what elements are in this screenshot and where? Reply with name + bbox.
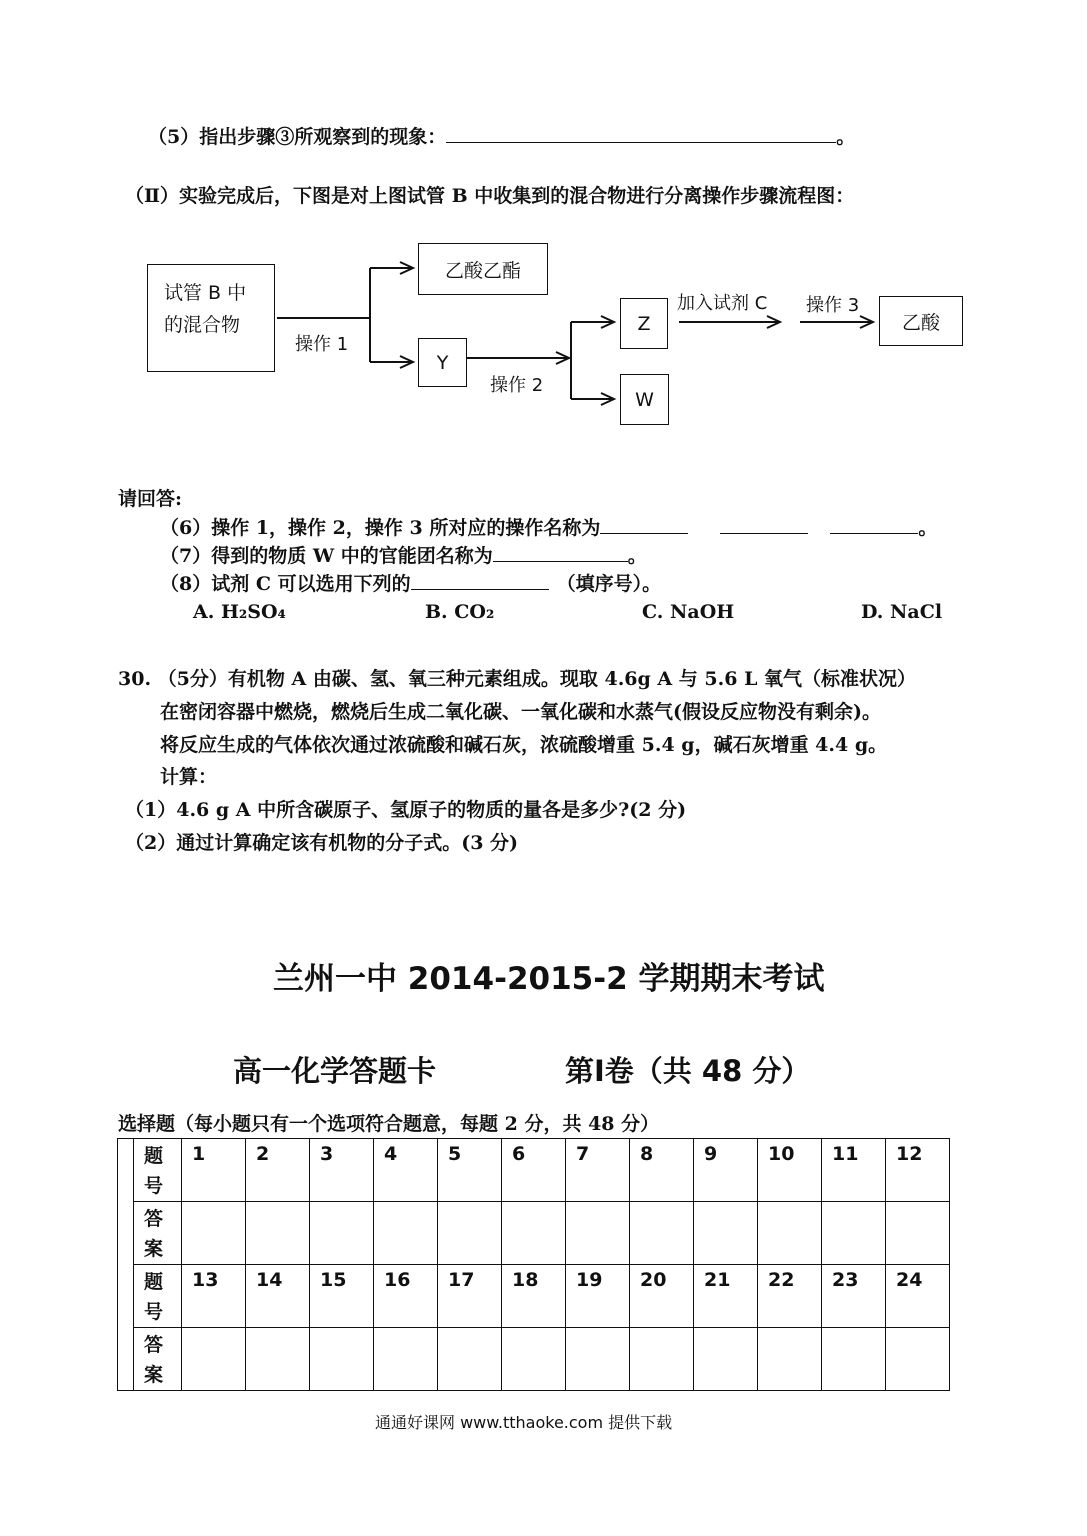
question-number: 11 [822, 1139, 886, 1202]
question-30-sub1: （1）4.6 g A 中所含碳原子、氢原子的物质的量各是多少?(2 分) [125, 799, 687, 821]
answer-grid [117, 1138, 950, 1391]
row-header-number: 题 号 [134, 1265, 182, 1328]
question-number: 7 [566, 1139, 630, 1202]
y-label: Y [436, 351, 449, 374]
operation-1-label: 操作 1 [295, 334, 349, 355]
question-8 [160, 569, 661, 596]
question-number: 5 [438, 1139, 502, 1202]
answer-cell[interactable] [566, 1328, 630, 1391]
answer-cell[interactable] [886, 1202, 950, 1265]
option-d: D. NaCl [861, 601, 943, 623]
answer-cell[interactable] [310, 1328, 374, 1391]
answer-cell[interactable] [694, 1202, 758, 1265]
operation-2-label: 操作 2 [490, 375, 544, 396]
card-volume: 第Ⅰ卷（共 48 分） [565, 1054, 811, 1088]
z-label: Z [637, 312, 651, 335]
answer-cell[interactable] [182, 1328, 246, 1391]
question-7 [160, 541, 647, 568]
answer-cell[interactable] [182, 1202, 246, 1265]
question-number: 23 [822, 1265, 886, 1328]
question-number: 18 [502, 1265, 566, 1328]
question-6-blank-2[interactable] [720, 515, 808, 534]
answer-cell[interactable] [438, 1328, 502, 1391]
question-number: 14 [246, 1265, 310, 1328]
question-number: 17 [438, 1265, 502, 1328]
answer-cell[interactable] [246, 1328, 310, 1391]
card-instruction: 选择题（每小题只有一个选项符合题意，每题 2 分，共 48 分） [118, 1113, 660, 1135]
question-6 [160, 513, 937, 540]
answer-cell[interactable] [310, 1202, 374, 1265]
question-number: 3 [310, 1139, 374, 1202]
answer-cell[interactable] [758, 1202, 822, 1265]
option-c: C. NaOH [642, 601, 735, 623]
answer-cell[interactable] [822, 1328, 886, 1391]
z-box [620, 298, 668, 349]
question-number: 24 [886, 1265, 950, 1328]
answer-cell[interactable] [502, 1202, 566, 1265]
answer-cell[interactable] [630, 1202, 694, 1265]
row-header-answer: 答 案 [134, 1202, 182, 1265]
question-30-line4: 计算： [160, 766, 218, 788]
row-header-answer: 答 案 [134, 1328, 182, 1391]
question-30-line3: 将反应生成的气体依次通过浓硫酸和碱石灰，浓硫酸增重 5.4 g，碱石灰增重 4.4 g。 [160, 734, 888, 756]
mixture-box [147, 264, 275, 372]
question-number: 16 [374, 1265, 438, 1328]
footer-credit: 通通好课网 www.tthaoke.com 提供下载 [375, 1413, 673, 1432]
question-8-text: （8）试剂 C 可以选用下列的 [160, 573, 411, 595]
answer-cell[interactable] [630, 1328, 694, 1391]
part-ii-intro: （Ⅱ）实验完成后，下图是对上图试管 B 中收集到的混合物进行分离操作步骤流程图： [125, 185, 855, 207]
question-number: 8 [630, 1139, 694, 1202]
acetic-acid-box [879, 296, 963, 346]
question-number: 15 [310, 1265, 374, 1328]
add-reagent-label: 加入试剂 C [677, 293, 768, 314]
operation-3-label: 操作 3 [806, 295, 860, 316]
question-6-blank-3[interactable] [830, 515, 918, 534]
grid-margin [118, 1139, 134, 1391]
card-subtitle: 高一化学答题卡 [233, 1054, 437, 1088]
answer-cell[interactable] [758, 1328, 822, 1391]
number-row-2 [118, 1265, 950, 1328]
question-number: 6 [502, 1139, 566, 1202]
question-7-text: （7）得到的物质 W 中的官能团名称为 [160, 545, 493, 567]
question-6-text: （6）操作 1，操作 2，操作 3 所对应的操作名称为 [160, 517, 601, 539]
question-number: 2 [246, 1139, 310, 1202]
question-7-end: 。 [627, 545, 647, 567]
answer-cell[interactable] [566, 1202, 630, 1265]
question-7-blank[interactable] [493, 543, 628, 562]
question-6-end: 。 [918, 517, 938, 539]
answer-cell[interactable] [374, 1202, 438, 1265]
answer-cell[interactable] [694, 1328, 758, 1391]
question-6-blank-1[interactable] [600, 515, 688, 534]
question-number: 10 [758, 1139, 822, 1202]
ethyl-acetate-label: 乙酸乙酯 [444, 259, 521, 282]
question-30-line1: 30. （5分）有机物 A 由碳、氢、氧三种元素组成。现取 4.6g A 与 5.6 L 氧气（标准状况） [118, 668, 917, 690]
question-number: 13 [182, 1265, 246, 1328]
w-label: W [635, 388, 654, 411]
ethyl-acetate-box [418, 243, 548, 295]
flow-connectors [0, 0, 1087, 440]
y-box [418, 338, 467, 387]
acetic-acid-label: 乙酸 [901, 311, 940, 334]
question-number: 9 [694, 1139, 758, 1202]
answer-cell[interactable] [246, 1202, 310, 1265]
answer-cell[interactable] [886, 1328, 950, 1391]
question-8-blank[interactable] [411, 571, 549, 590]
question-number: 21 [694, 1265, 758, 1328]
question-number: 1 [182, 1139, 246, 1202]
answer-cell[interactable] [822, 1202, 886, 1265]
question-number: 20 [630, 1265, 694, 1328]
mixture-label-line2: 的混合物 [164, 314, 241, 336]
card-title: 兰州一中 2014-2015-2 学期期末考试 [273, 961, 825, 997]
answer-row-2 [118, 1328, 950, 1391]
answer-cell[interactable] [502, 1328, 566, 1391]
question-number: 19 [566, 1265, 630, 1328]
number-row-1 [118, 1139, 950, 1202]
row-header-number: 题 号 [134, 1139, 182, 1202]
question-number: 4 [374, 1139, 438, 1202]
question-number: 12 [886, 1139, 950, 1202]
answer-cell[interactable] [374, 1328, 438, 1391]
w-box [620, 374, 669, 425]
answer-cell[interactable] [438, 1202, 502, 1265]
question-30-sub2: （2）通过计算确定该有机物的分子式。(3 分) [125, 832, 519, 854]
question-5-text: （5）指出步骤③所观察到的现象： [148, 126, 447, 148]
question-5-end: 。 [836, 126, 856, 148]
question-number: 22 [758, 1265, 822, 1328]
answer-row-1 [118, 1202, 950, 1265]
answer-prompt: 请回答: [118, 488, 183, 510]
option-b: B. CO₂ [425, 601, 495, 623]
mixture-label-line1: 试管 B 中 [164, 282, 247, 304]
question-30-line2: 在密闭容器中燃烧，燃烧后生成二氧化碳、一氧化碳和水蒸气(假设反应物没有剩余)。 [160, 701, 881, 723]
option-a: A. H₂SO₄ [193, 601, 286, 623]
question-8-end: （填序号）。 [556, 573, 662, 595]
